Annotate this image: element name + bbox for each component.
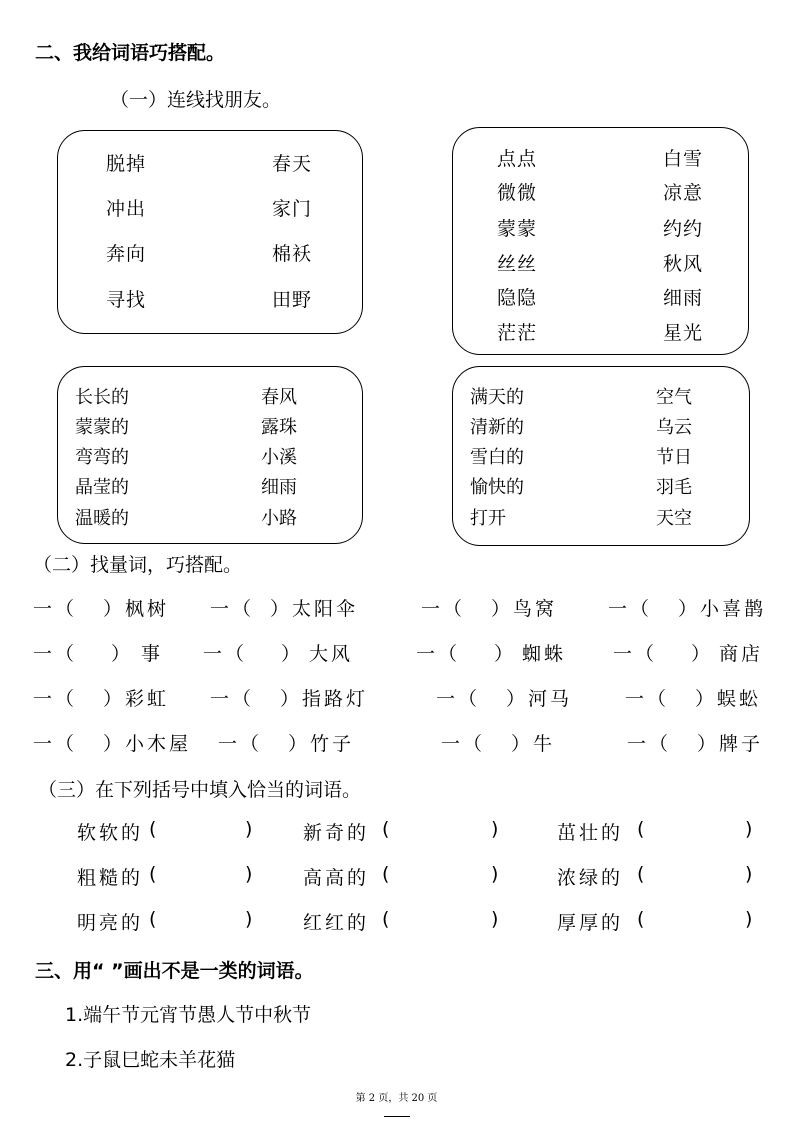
word[interactable]: 奔向 (106, 243, 147, 265)
open-paren: ( (637, 863, 645, 885)
word[interactable]: 春天 (272, 153, 313, 175)
open-paren: ( (637, 818, 645, 840)
answer-blank[interactable] (396, 818, 486, 842)
word[interactable]: 小溪 (261, 447, 297, 468)
match-box-b (452, 127, 749, 355)
close-paren: ) (491, 863, 499, 885)
fill-word: 茁壮的 (557, 822, 624, 844)
word[interactable]: 长长的 (75, 387, 129, 408)
answer-blank[interactable] (396, 908, 486, 932)
close-paren: ) (491, 908, 499, 930)
part-2-title: （二）找量词，巧搭配。 (33, 554, 243, 576)
fill-word: 新奇的 (303, 822, 370, 844)
close-paren: ) (245, 818, 253, 840)
word[interactable]: 弯弯的 (75, 447, 129, 468)
fill-word: 高高的 (303, 867, 370, 889)
fill-word: 粗糙的 (77, 867, 144, 889)
word[interactable]: 打开 (470, 508, 506, 529)
word[interactable]: 脱掉 (106, 153, 147, 175)
word[interactable]: 蒙蒙 (497, 218, 538, 240)
word[interactable]: 节日 (656, 447, 692, 468)
word[interactable]: 雪白的 (470, 447, 524, 468)
part-1-title: （一）连线找朋友。 (110, 89, 282, 111)
word[interactable]: 家门 (272, 198, 313, 220)
word[interactable]: 羽毛 (656, 477, 692, 498)
word[interactable]: 满天的 (470, 387, 524, 408)
fill-word: 浓绿的 (557, 867, 624, 889)
footer-divider (384, 1116, 410, 1117)
page-number: 第 2 页，共 20 页 (355, 1093, 438, 1104)
word[interactable]: 丝丝 (497, 253, 538, 275)
measure-item: 一（ ） 大风 (203, 643, 354, 665)
word[interactable]: 棉袄 (272, 243, 313, 265)
open-paren: ( (382, 863, 390, 885)
answer-blank[interactable] (162, 863, 242, 887)
open-paren: ( (149, 863, 157, 885)
word[interactable]: 露珠 (261, 417, 297, 438)
measure-item: 一（ ）彩虹 (33, 688, 170, 710)
word[interactable]: 细雨 (261, 477, 297, 498)
measure-item: 一（ ）鸟窝 (421, 598, 558, 620)
measure-item: 一（ ）牛 (441, 733, 556, 755)
word[interactable]: 细雨 (663, 287, 704, 309)
close-paren: ) (745, 863, 753, 885)
measure-item: 一（ ）枫树 (33, 598, 170, 620)
word[interactable]: 乌云 (656, 417, 692, 438)
word[interactable]: 寻找 (106, 289, 147, 311)
word[interactable]: 小路 (261, 508, 297, 529)
measure-item: 一（ ） 事 (33, 643, 164, 665)
answer-blank[interactable] (162, 908, 242, 932)
answer-blank[interactable] (162, 818, 242, 842)
close-paren: ) (745, 818, 753, 840)
word[interactable]: 秋风 (663, 253, 704, 275)
question-item[interactable]: 2.子鼠巳蛇未羊花猫 (65, 1049, 236, 1071)
close-paren: ) (245, 863, 253, 885)
word[interactable]: 空气 (656, 387, 692, 408)
word[interactable]: 清新的 (470, 417, 524, 438)
word[interactable]: 微微 (497, 182, 538, 204)
measure-item: 一（ ）蜈蚣 (625, 688, 762, 710)
word[interactable]: 蒙蒙的 (75, 417, 129, 438)
fill-word: 红红的 (303, 912, 370, 934)
measure-item: 一（ ） 商店 (613, 643, 764, 665)
open-paren: ( (149, 908, 157, 930)
word[interactable]: 愉快的 (470, 477, 524, 498)
word[interactable]: 田野 (272, 289, 313, 311)
measure-item: 一（ ）指路灯 (210, 688, 369, 710)
match-box-a (57, 130, 363, 334)
measure-item: 一（ ）牌子 (627, 733, 764, 755)
part-3-title: （三）在下列括号中填入恰当的词语。 (38, 779, 362, 801)
word[interactable]: 点点 (497, 148, 538, 170)
word[interactable]: 晶莹的 (75, 477, 129, 498)
measure-item: 一（ ）太阳伞 (210, 598, 359, 620)
fill-word: 明亮的 (77, 912, 144, 934)
word[interactable]: 茫茫 (497, 322, 538, 344)
word[interactable]: 隐隐 (497, 287, 538, 309)
answer-blank[interactable] (396, 863, 486, 887)
open-paren: ( (149, 818, 157, 840)
word[interactable]: 星光 (663, 322, 704, 344)
word[interactable]: 白雪 (663, 148, 704, 170)
match-box-c (57, 366, 363, 544)
answer-blank[interactable] (651, 908, 741, 932)
question-item[interactable]: 1.端午节元宵节愚人节中秋节 (65, 1004, 312, 1026)
section-2-title: 二、我给词语巧搭配。 (35, 42, 226, 64)
section-3-title: 三、用“ ”画出不是一类的词语。 (35, 960, 314, 982)
answer-blank[interactable] (651, 818, 741, 842)
open-paren: ( (637, 908, 645, 930)
measure-item: 一（ ） 蜘蛛 (416, 643, 567, 665)
measure-item: 一（ ）河马 (436, 688, 573, 710)
answer-blank[interactable] (651, 863, 741, 887)
word[interactable]: 温暖的 (75, 508, 129, 529)
fill-word: 软软的 (77, 822, 144, 844)
measure-item: 一（ ）竹子 (218, 733, 355, 755)
close-paren: ) (745, 908, 753, 930)
measure-item: 一（ ）小木屋 (33, 733, 192, 755)
open-paren: ( (382, 908, 390, 930)
word[interactable]: 春风 (261, 387, 297, 408)
match-box-d (452, 366, 750, 546)
word[interactable]: 凉意 (663, 182, 704, 204)
close-paren: ) (245, 908, 253, 930)
fill-word: 厚厚的 (557, 912, 624, 934)
word[interactable]: 约约 (663, 218, 704, 240)
measure-item: 一（ ）小喜鹊 (608, 598, 767, 620)
close-paren: ) (491, 818, 499, 840)
word[interactable]: 天空 (656, 508, 692, 529)
word[interactable]: 冲出 (106, 198, 147, 220)
open-paren: ( (382, 818, 390, 840)
